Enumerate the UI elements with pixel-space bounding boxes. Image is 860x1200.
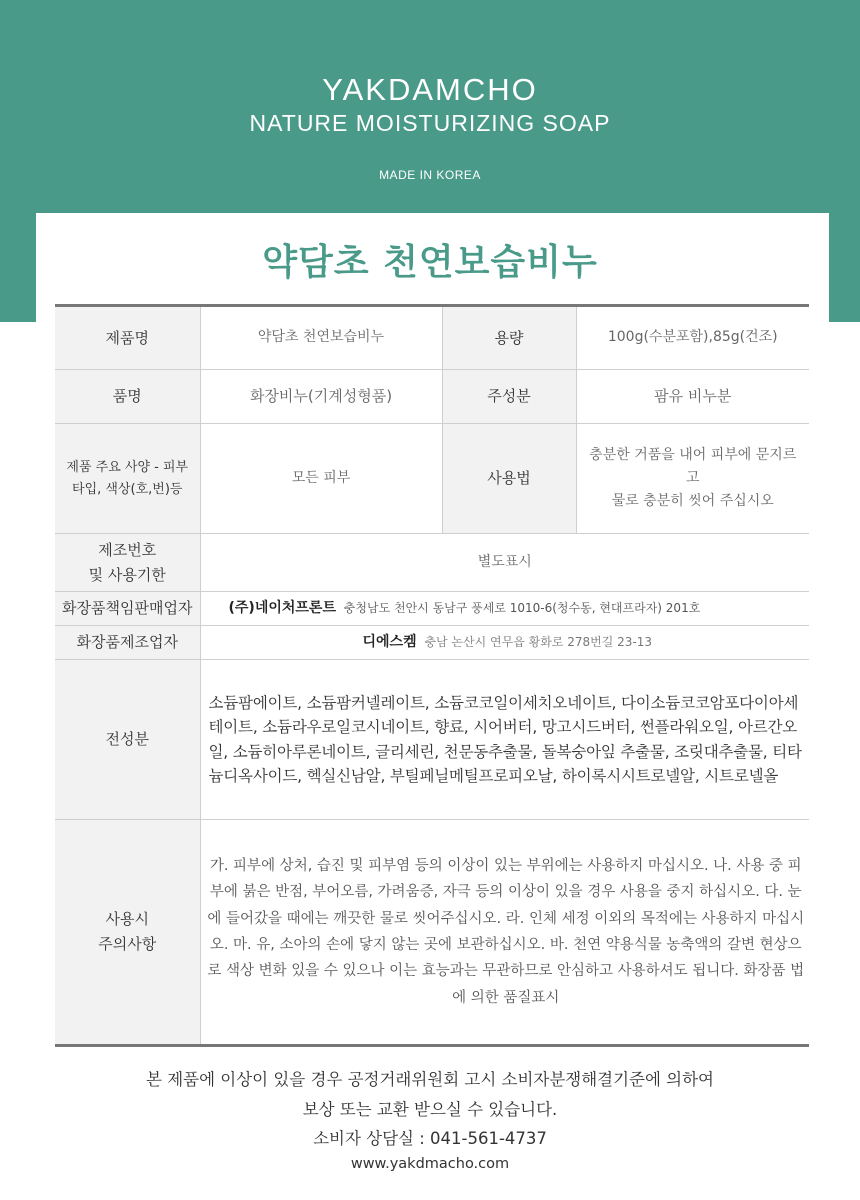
footer-notice-line1: 본 제품에 이상이 있을 경우 공정거래위원회 고시 소비자분쟁해결기준에 의하여 bbox=[146, 1070, 714, 1089]
customer-service-phone: 소비자 상담실 : 041-561-4737 bbox=[313, 1129, 547, 1148]
seller-name: (주)네이처프론트 bbox=[228, 599, 336, 616]
caution-label-line1: 사용시 bbox=[105, 910, 149, 929]
main-ingredient-label: 주성분 bbox=[442, 370, 576, 424]
footer-notice-line2: 보상 또는 교환 받으실 수 있습니다. bbox=[302, 1100, 558, 1119]
item-value: 화장비누(기계성형품) bbox=[200, 370, 442, 424]
lot-label bbox=[55, 534, 200, 592]
brand-name: YAKDAMCHO bbox=[322, 72, 538, 107]
spec-label-line2: 타입, 색상(호,번)등 bbox=[72, 481, 183, 497]
page-title: 약담초 천연보습비누 bbox=[262, 242, 598, 283]
usage-label: 사용법 bbox=[442, 424, 576, 534]
brand-subtitle: NATURE MOISTURIZING SOAP bbox=[249, 110, 611, 136]
caution-label bbox=[55, 820, 200, 1046]
product-info-table bbox=[55, 304, 809, 1047]
spec-label bbox=[55, 424, 200, 534]
seller-label: 화장품책임판매업자 bbox=[55, 592, 200, 626]
caution-label-line2: 주의사항 bbox=[98, 935, 157, 953]
seller-value bbox=[200, 592, 809, 626]
maker-label: 화장품제조업자 bbox=[55, 626, 200, 660]
product-name-value: 약담초 천연보습비누 bbox=[200, 306, 442, 370]
lot-value: 별도표시 bbox=[200, 534, 809, 592]
maker-name: 디에스켐 bbox=[362, 633, 417, 650]
table-row bbox=[55, 534, 809, 592]
usage-line2: 물로 충분히 씻어 주십시오 bbox=[611, 493, 774, 510]
maker-value bbox=[200, 626, 809, 660]
product-name-label: 제품명 bbox=[55, 306, 200, 370]
table-row bbox=[55, 820, 809, 1046]
usage-value bbox=[576, 424, 809, 534]
table-row bbox=[55, 626, 809, 660]
table-row bbox=[55, 660, 809, 820]
usage-line1: 충분한 거품을 내어 피부에 문지르고 bbox=[589, 446, 797, 486]
ingredients-value: 소듐팜에이트, 소듐팜커넬레이트, 소듐코코일이세치오네이트, 다이소듐코코암포다이아세테이트, 소듐라우로일코시네이트, 향료, 시어버터, 망고시드버터, 썬플라워오일, 아르간오일, 소듐히아루론네이트, 글리세린, 천문동추출물, 돌복숭아잎 추출물, 조릿대추출물, 티타늄디옥사이드, 헥실신남알, 부틸페닐메틸프로피오날, 하이록시시트로넬알, 시트로넬올 bbox=[200, 660, 809, 820]
spec-label-line1: 제품 주요 사양 - 피부 bbox=[66, 460, 189, 476]
lot-label-line1: 제조번호 bbox=[98, 540, 157, 559]
seller-address: 충청남도 천안시 동남구 풍세로 1010-6(청수동, 현대프라자) 201호 bbox=[343, 600, 701, 615]
item-label: 품명 bbox=[55, 370, 200, 424]
origin-label: MADE IN KOREA bbox=[379, 168, 481, 182]
skin-type-value: 모든 피부 bbox=[200, 424, 442, 534]
website-url: www.yakdmacho.com bbox=[350, 1156, 510, 1172]
table-row bbox=[55, 306, 809, 370]
maker-address: 충남 논산시 연무읍 황화로 278번길 23-13 bbox=[424, 634, 652, 649]
volume-value: 100g(수분포함),85g(건조) bbox=[576, 306, 809, 370]
caution-value: 가. 피부에 상처, 습진 및 피부염 등의 이상이 있는 부위에는 사용하지 마십시오. 나. 사용 중 피부에 붉은 반점, 부어오름, 가려움증, 자극 등의 이상이 있을 경우 사용을 중지 하십시오. 다. 눈에 들어갔을 때에는 깨끗한 물로 씻어주십시오. 라. 인체 세정 이외의 목적에는 사용하지 마십시오. 마. 유, 소아의 손에 닿지 않는 곳에 보관하십시오. 바. 천연 약용식물 농축액의 갈변 현상으로 색상 변화 있을 수 있으나 이는 효능과는 무관하므로 안심하고 사용하셔도 됩니다. 화장품 법에 의한 품질표시 bbox=[200, 820, 809, 1046]
volume-label: 용량 bbox=[442, 306, 576, 370]
ingredients-label: 전성분 bbox=[55, 660, 200, 820]
table-row bbox=[55, 370, 809, 424]
lot-label-line2: 및 사용기한 bbox=[88, 565, 166, 584]
table-row bbox=[55, 592, 809, 626]
table-row bbox=[55, 424, 809, 534]
main-ingredient-value: 팜유 비누분 bbox=[576, 370, 809, 424]
